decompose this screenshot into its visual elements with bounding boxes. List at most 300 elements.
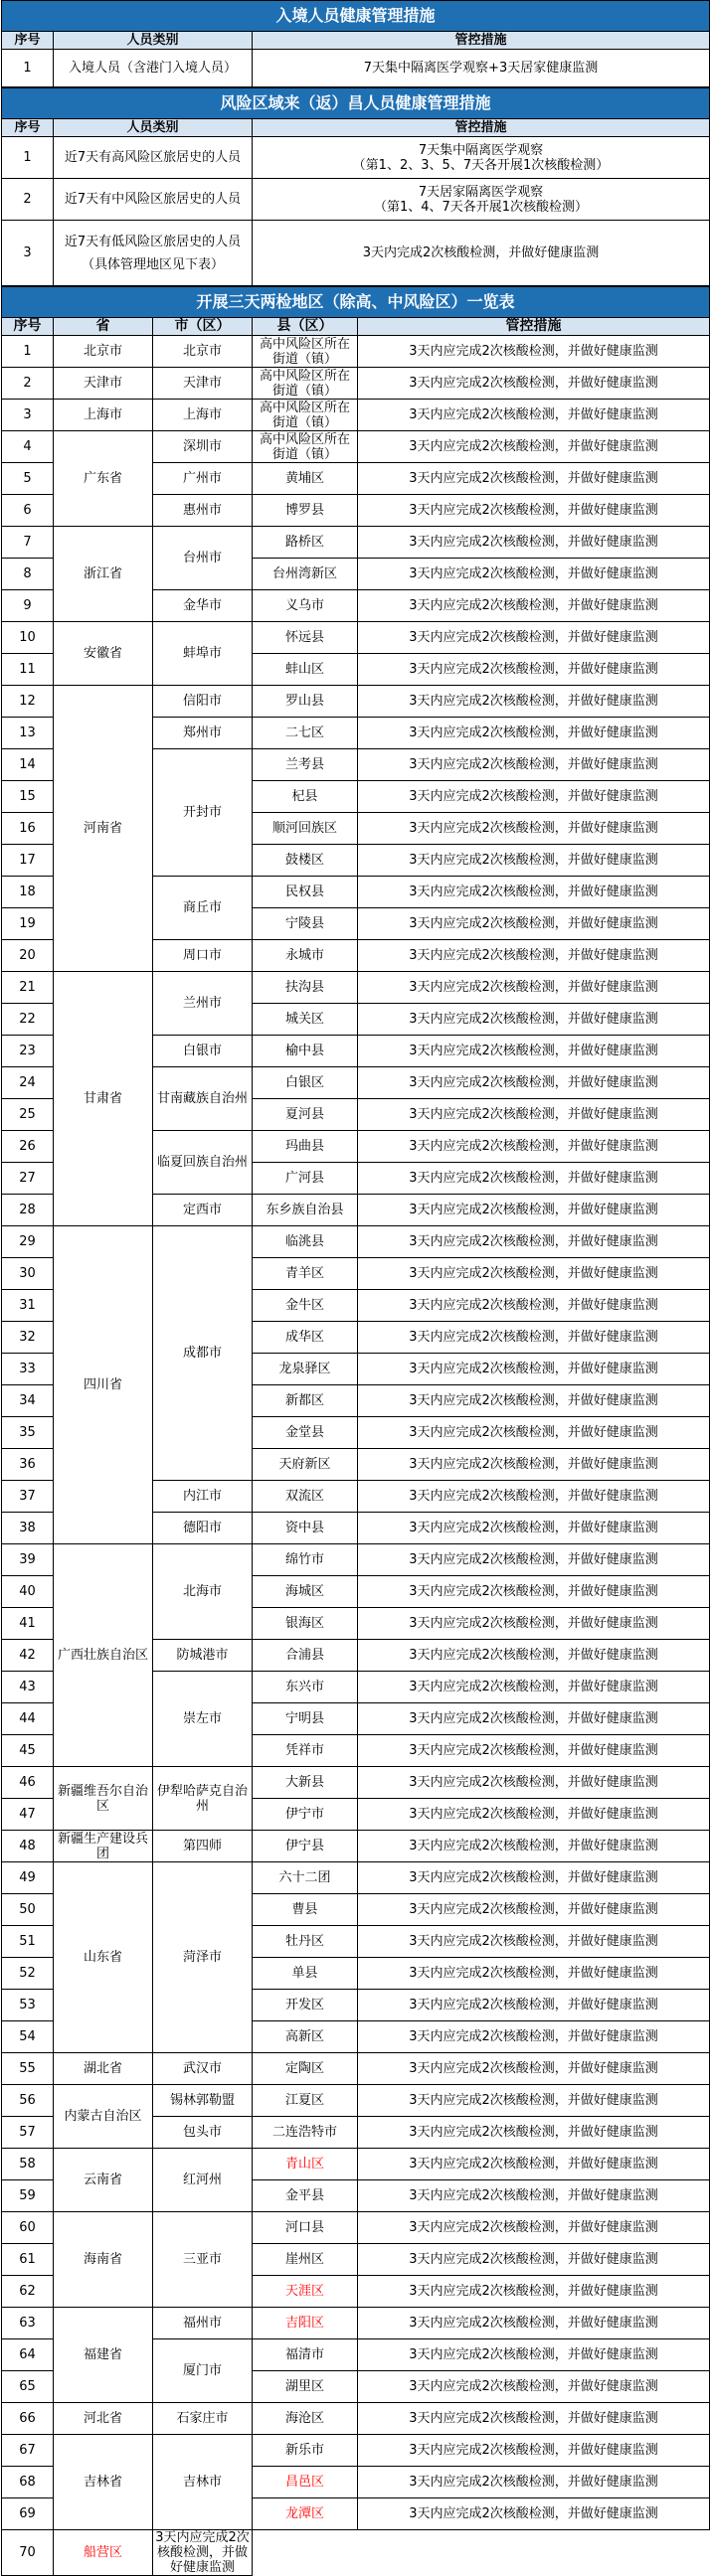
- header-city: 市（区）: [153, 318, 253, 336]
- measure-cell: 3天内应完成2次核酸检测，并做好健康监测: [358, 1385, 710, 1417]
- county-cell: 金牛区: [253, 1290, 358, 1322]
- measure-cell: 3天内应完成2次核酸检测，并做好健康监测: [358, 1195, 710, 1226]
- row-number: 1: [2, 336, 54, 368]
- header-measure: 管控措施: [358, 318, 710, 336]
- county-cell: 江夏区: [253, 2085, 358, 2117]
- measure-cell: 3天内应完成2次核酸检测，并做好健康监测: [358, 1258, 710, 1290]
- row-number: 70: [2, 2530, 54, 2576]
- measure-cell: 3天内应完成2次核酸检测，并做好健康监测: [358, 718, 710, 749]
- city-cell: 定西市: [153, 1195, 253, 1226]
- measure-cell: 3天内应完成2次核酸检测，并做好健康监测: [358, 1767, 710, 1799]
- row-number: 39: [2, 1544, 54, 1576]
- header-measure: 管控措施: [253, 32, 710, 50]
- measure-cell: 3天内应完成2次核酸检测，并做好健康监测: [358, 877, 710, 908]
- measure-cell: 3天内应完成2次核酸检测，并做好健康监测: [358, 1576, 710, 1608]
- measure-cell: 3天内应完成2次核酸检测，并做好健康监测: [358, 2180, 710, 2212]
- measure-cell: 3天内应完成2次核酸检测，并做好健康监测: [358, 1067, 710, 1099]
- row-number: 44: [2, 1703, 54, 1735]
- measure-cell: 3天内应完成2次核酸检测，并做好健康监测: [358, 2435, 710, 2467]
- row-number: 63: [2, 2308, 54, 2339]
- county-cell: 蚌山区: [253, 654, 358, 686]
- province-cell: 新疆生产建设兵团: [54, 1831, 153, 1862]
- county-cell: 黄埔区: [253, 463, 358, 495]
- row-number: 61: [2, 2244, 54, 2276]
- row-number: 43: [2, 1672, 54, 1703]
- row-number: 42: [2, 1640, 54, 1672]
- category-line: （具体管理地区见下表）: [81, 256, 224, 272]
- county-cell: 二七区: [253, 718, 358, 749]
- table-row: [2, 431, 710, 463]
- county-cell: 天府新区: [253, 1449, 358, 1481]
- row-number: 19: [2, 908, 54, 940]
- row-number: 7: [2, 527, 54, 559]
- county-cell: 东兴市: [253, 1672, 358, 1703]
- county-cell: 白银区: [253, 1067, 358, 1099]
- county-cell: 六十二团: [253, 1862, 358, 1894]
- row-number: 24: [2, 1067, 54, 1099]
- header-province: 省: [54, 318, 153, 336]
- province-cell: 浙江省: [54, 527, 153, 622]
- measure-cell: 3天内应完成2次核酸检测，并做好健康监测: [358, 2308, 710, 2339]
- table-row: [2, 2212, 710, 2244]
- row-no: 1: [2, 50, 54, 87]
- row-number: 57: [2, 2117, 54, 2149]
- page: [1, 0, 710, 2576]
- section2-table: [1, 118, 710, 286]
- row-category: 近7天有高风险区旅居史的人员: [54, 137, 253, 179]
- measure-cell: 3天内应完成2次核酸检测，并做好健康监测: [358, 2467, 710, 2498]
- province-cell: 安徽省: [54, 622, 153, 686]
- row-number: 69: [2, 2498, 54, 2530]
- measure-cell: 3天内应完成2次核酸检测，并做好健康监测: [358, 2371, 710, 2403]
- county-cell: 双流区: [253, 1481, 358, 1513]
- table-row: [2, 2403, 710, 2435]
- table-row: [2, 1862, 710, 1894]
- county-cell: 顺河回族区: [253, 813, 358, 845]
- measure-line: （第1、4、7天各开展1次核酸检测）: [373, 199, 589, 215]
- header-category: 人员类别: [54, 32, 253, 50]
- section1-table: [1, 31, 710, 87]
- table-row: [2, 2308, 710, 2339]
- county-cell: 牡丹区: [253, 1926, 358, 1958]
- province-cell: 河北省: [54, 2403, 153, 2435]
- city-cell: 商丘市: [153, 877, 253, 940]
- city-cell: 吉林市: [153, 2435, 253, 2530]
- city-cell: 包头市: [153, 2117, 253, 2149]
- province-cell: 上海市: [54, 400, 153, 431]
- county-cell: 大新县: [253, 1767, 358, 1799]
- measure-cell: 3天内应完成2次核酸检测，并做好健康监测: [358, 1354, 710, 1385]
- county-cell: 青羊区: [253, 1258, 358, 1290]
- city-cell: 成都市: [153, 1226, 253, 1481]
- province-cell: 福建省: [54, 2308, 153, 2403]
- row-number: 32: [2, 1322, 54, 1354]
- county-cell: 金平县: [253, 2180, 358, 2212]
- measure-cell: 3天内应完成2次核酸检测，并做好健康监测: [358, 2276, 710, 2308]
- measure-cell: 3天内应完成2次核酸检测，并做好健康监测: [358, 1163, 710, 1195]
- header-no: 序号: [2, 318, 54, 336]
- row-number: 18: [2, 877, 54, 908]
- city-cell: 周口市: [153, 940, 253, 972]
- county-cell: 鼓楼区: [253, 845, 358, 877]
- measure-line: 7天居家隔离医学观察: [418, 184, 544, 200]
- city-cell: 天津市: [153, 368, 253, 400]
- table-row: [2, 686, 710, 718]
- county-cell: 博罗县: [253, 495, 358, 527]
- row-number: 59: [2, 2180, 54, 2212]
- city-cell: 白银市: [153, 1036, 253, 1067]
- county-cell: 宁明县: [253, 1703, 358, 1735]
- county-cell: 夏河县: [253, 1099, 358, 1131]
- city-cell: 厦门市: [153, 2339, 253, 2403]
- table-row: [2, 1226, 710, 1258]
- table-row: [2, 622, 710, 654]
- measure-cell: 3天内应完成2次核酸检测，并做好健康监测: [358, 686, 710, 718]
- row-number: 40: [2, 1576, 54, 1608]
- row-number: 50: [2, 1894, 54, 1926]
- city-cell: 临夏回族自治州: [153, 1131, 253, 1195]
- measure-cell: 3天内应完成2次核酸检测，并做好健康监测: [358, 1226, 710, 1258]
- measure-cell: 3天内应完成2次核酸检测，并做好健康监测: [358, 1131, 710, 1163]
- measure-cell: 3天内应完成2次核酸检测，并做好健康监测: [358, 2212, 710, 2244]
- measure-cell: 3天内应完成2次核酸检测，并做好健康监测: [358, 2149, 710, 2180]
- row-number: 23: [2, 1036, 54, 1067]
- row-no: 3: [2, 221, 54, 286]
- county-cell: 高新区: [253, 2021, 358, 2053]
- province-cell: 内蒙古自治区: [54, 2085, 153, 2149]
- row-category: 近7天有中风险区旅居史的人员: [54, 179, 253, 221]
- row-number: 68: [2, 2467, 54, 2498]
- county-cell: 东乡族自治县: [253, 1195, 358, 1226]
- city-cell: 武汉市: [153, 2053, 253, 2085]
- category-line: 近7天有低风险区旅居史的人员: [64, 234, 242, 249]
- row-number: 45: [2, 1735, 54, 1767]
- county-cell: 伊宁县: [253, 1831, 358, 1862]
- table-row: [2, 336, 710, 368]
- row-number: 15: [2, 781, 54, 813]
- measure-cell: 3天内应完成2次核酸检测，并做好健康监测: [358, 940, 710, 972]
- measure-cell: 3天内应完成2次核酸检测，并做好健康监测: [358, 813, 710, 845]
- county-cell: 天涯区: [253, 2276, 358, 2308]
- table-row: [2, 1544, 710, 1576]
- county-cell: 伊宁市: [253, 1799, 358, 1831]
- table-row: [2, 2085, 710, 2117]
- county-cell: 青山区: [253, 2149, 358, 2180]
- measure-cell: 3天内应完成2次核酸检测，并做好健康监测: [358, 559, 710, 590]
- province-cell: 四川省: [54, 1226, 153, 1544]
- measure-cell: 3天内应完成2次核酸检测，并做好健康监测: [358, 972, 710, 1004]
- measure-cell: 3天内应完成2次核酸检测，并做好健康监测: [358, 1449, 710, 1481]
- measure-cell: 3天内应完成2次核酸检测，并做好健康监测: [358, 908, 710, 940]
- measure-cell: 3天内应完成2次核酸检测，并做好健康监测: [358, 1735, 710, 1767]
- county-cell: 杞县: [253, 781, 358, 813]
- county-cell: 吉阳区: [253, 2308, 358, 2339]
- header-category: 人员类别: [54, 119, 253, 137]
- county-cell: 湖里区: [253, 2371, 358, 2403]
- row-number: 11: [2, 654, 54, 686]
- city-cell: 第四师: [153, 1831, 253, 1862]
- table-row: [2, 400, 710, 431]
- row-number: 31: [2, 1290, 54, 1322]
- measure-line: 7天集中隔离医学观察: [418, 142, 544, 158]
- row-number: 48: [2, 1831, 54, 1862]
- header-no: 序号: [2, 32, 54, 50]
- row-number: 6: [2, 495, 54, 527]
- county-cell: 开发区: [253, 1990, 358, 2021]
- county-cell: 合浦县: [253, 1640, 358, 1672]
- section2-title: 风险区域来（返）昌人员健康管理措施: [1, 87, 710, 118]
- row-number: 12: [2, 686, 54, 718]
- county-cell: 广河县: [253, 1163, 358, 1195]
- row-number: 2: [2, 368, 54, 400]
- city-cell: 防城港市: [153, 1640, 253, 1672]
- county-cell: 资中县: [253, 1513, 358, 1544]
- row-number: 8: [2, 559, 54, 590]
- county-cell: 宁陵县: [253, 908, 358, 940]
- measure-cell: 3天内应完成2次核酸检测，并做好健康监测: [358, 400, 710, 431]
- row-number: 21: [2, 972, 54, 1004]
- measure-cell: 3天内应完成2次核酸检测，并做好健康监测: [358, 431, 710, 463]
- row-number: 4: [2, 431, 54, 463]
- county-cell: 昌邑区: [253, 2467, 358, 2498]
- county-cell: 二连浩特市: [253, 2117, 358, 2149]
- row-number: 16: [2, 813, 54, 845]
- measure-cell: 3天内应完成2次核酸检测，并做好健康监测: [358, 1417, 710, 1449]
- county-cell: 河口县: [253, 2212, 358, 2244]
- row-number: 14: [2, 749, 54, 781]
- measure-cell: 3天内应完成2次核酸检测，并做好健康监测: [358, 2085, 710, 2117]
- city-cell: 福州市: [153, 2308, 253, 2339]
- row-number: 28: [2, 1195, 54, 1226]
- row-number: 26: [2, 1131, 54, 1163]
- county-cell: 新乐市: [253, 2435, 358, 2467]
- city-cell: 上海市: [153, 400, 253, 431]
- measure-cell: 3天内应完成2次核酸检测，并做好健康监测: [153, 2530, 253, 2576]
- county-cell: 怀远县: [253, 622, 358, 654]
- measure-cell: 3天内应完成2次核酸检测，并做好健康监测: [358, 1640, 710, 1672]
- city-cell: 惠州市: [153, 495, 253, 527]
- county-cell: 榆中县: [253, 1036, 358, 1067]
- measure-cell: 3天内应完成2次核酸检测，并做好健康监测: [358, 1513, 710, 1544]
- city-cell: 三亚市: [153, 2212, 253, 2308]
- row-measure: [253, 137, 710, 179]
- measure-cell: 3天内应完成2次核酸检测，并做好健康监测: [358, 2403, 710, 2435]
- province-cell: 广西壮族自治区: [54, 1544, 153, 1767]
- region-table-body: [2, 336, 710, 2576]
- row-number: 22: [2, 1004, 54, 1036]
- county-cell: 路桥区: [253, 527, 358, 559]
- measure-cell: 3天内应完成2次核酸检测，并做好健康监测: [358, 749, 710, 781]
- measure-cell: 3天内应完成2次核酸检测，并做好健康监测: [358, 1481, 710, 1513]
- city-cell: 北海市: [153, 1544, 253, 1640]
- measure-cell: 3天内应完成2次核酸检测，并做好健康监测: [358, 368, 710, 400]
- county-cell: 船营区: [54, 2530, 153, 2576]
- city-cell: 德阳市: [153, 1513, 253, 1544]
- row-number: 17: [2, 845, 54, 877]
- measure-cell: 3天内应完成2次核酸检测，并做好健康监测: [358, 2339, 710, 2371]
- county-cell: 临洮县: [253, 1226, 358, 1258]
- city-cell: 锡林郭勒盟: [153, 2085, 253, 2117]
- measure-cell: 3天内应完成2次核酸检测，并做好健康监测: [358, 1608, 710, 1640]
- row-number: 60: [2, 2212, 54, 2244]
- measure-cell: 3天内应完成2次核酸检测，并做好健康监测: [358, 1004, 710, 1036]
- city-cell: 菏泽市: [153, 1862, 253, 2053]
- county-cell: 成华区: [253, 1322, 358, 1354]
- measure-cell: 3天内应完成2次核酸检测，并做好健康监测: [358, 1672, 710, 1703]
- measure-cell: 3天内应完成2次核酸检测，并做好健康监测: [358, 2117, 710, 2149]
- province-cell: 天津市: [54, 368, 153, 400]
- county-cell: 城关区: [253, 1004, 358, 1036]
- county-cell: 罗山县: [253, 686, 358, 718]
- header-no: 序号: [2, 119, 54, 137]
- row-number: 53: [2, 1990, 54, 2021]
- header-measure: 管控措施: [253, 119, 710, 137]
- measure-cell: 3天内应完成2次核酸检测，并做好健康监测: [358, 654, 710, 686]
- table-row: [2, 2149, 710, 2180]
- row-number: 67: [2, 2435, 54, 2467]
- city-cell: 开封市: [153, 749, 253, 877]
- county-cell: 高中风险区所在街道（镇）: [253, 400, 358, 431]
- city-cell: 深圳市: [153, 431, 253, 463]
- table-row: [2, 2530, 710, 2576]
- row-number: 30: [2, 1258, 54, 1290]
- measure-line: （第1、2、3、5、7天各开展1次核酸检测）: [352, 157, 610, 173]
- city-cell: 信阳市: [153, 686, 253, 718]
- province-cell: 海南省: [54, 2212, 153, 2308]
- measure-cell: 3天内应完成2次核酸检测，并做好健康监测: [358, 1703, 710, 1735]
- county-cell: 定陶区: [253, 2053, 358, 2085]
- region-table: [1, 317, 710, 2576]
- measure-cell: 3天内应完成2次核酸检测，并做好健康监测: [358, 1990, 710, 2021]
- row-number: 27: [2, 1163, 54, 1195]
- measure-cell: 3天内应完成2次核酸检测，并做好健康监测: [358, 1099, 710, 1131]
- county-cell: 单县: [253, 1958, 358, 1990]
- county-cell: 义乌市: [253, 590, 358, 622]
- province-cell: 吉林省: [54, 2435, 153, 2530]
- province-cell: 广东省: [54, 431, 153, 527]
- province-cell: 湖北省: [54, 2053, 153, 2085]
- table-row: [2, 1767, 710, 1799]
- measure-cell: 3天内应完成2次核酸检测，并做好健康监测: [358, 1544, 710, 1576]
- measure-cell: 3天内应完成2次核酸检测，并做好健康监测: [358, 1926, 710, 1958]
- row-number: 51: [2, 1926, 54, 1958]
- table-row: [2, 368, 710, 400]
- measure-cell: 3天内应完成2次核酸检测，并做好健康监测: [358, 1862, 710, 1894]
- row-number: 34: [2, 1385, 54, 1417]
- row-number: 55: [2, 2053, 54, 2085]
- county-cell: 高中风险区所在街道（镇）: [253, 336, 358, 368]
- measure-cell: 3天内应完成2次核酸检测，并做好健康监测: [358, 2021, 710, 2053]
- city-cell: 伊犁哈萨克自治州: [153, 1767, 253, 1831]
- province-cell: 河南省: [54, 686, 153, 972]
- row-number: 66: [2, 2403, 54, 2435]
- row-number: 25: [2, 1099, 54, 1131]
- city-cell: 北京市: [153, 336, 253, 368]
- county-cell: 龙泉驿区: [253, 1354, 358, 1385]
- measure-cell: 3天内应完成2次核酸检测，并做好健康监测: [358, 463, 710, 495]
- city-cell: 崇左市: [153, 1672, 253, 1767]
- row-number: 36: [2, 1449, 54, 1481]
- province-cell: 北京市: [54, 336, 153, 368]
- city-cell: 金华市: [153, 590, 253, 622]
- table-row: [2, 1831, 710, 1862]
- row-measure: [253, 179, 710, 221]
- province-cell: 云南省: [54, 2149, 153, 2212]
- city-cell: 广州市: [153, 463, 253, 495]
- measure-cell: 3天内应完成2次核酸检测，并做好健康监测: [358, 1894, 710, 1926]
- measure-cell: 3天内应完成2次核酸检测，并做好健康监测: [358, 527, 710, 559]
- row-number: 64: [2, 2339, 54, 2371]
- row-number: 47: [2, 1799, 54, 1831]
- county-cell: 兰考县: [253, 749, 358, 781]
- measure-cell: 3天内应完成2次核酸检测，并做好健康监测: [358, 336, 710, 368]
- county-cell: 绵竹市: [253, 1544, 358, 1576]
- county-cell: 金堂县: [253, 1417, 358, 1449]
- table-row: [2, 2435, 710, 2467]
- county-cell: 海沧区: [253, 2403, 358, 2435]
- city-cell: 红河州: [153, 2149, 253, 2212]
- measure-cell: 3天内应完成2次核酸检测，并做好健康监测: [358, 590, 710, 622]
- row-category: [54, 221, 253, 286]
- measure-cell: 3天内应完成2次核酸检测，并做好健康监测: [358, 1799, 710, 1831]
- row-no: 1: [2, 137, 54, 179]
- county-cell: 高中风险区所在街道（镇）: [253, 431, 358, 463]
- table-row: [2, 527, 710, 559]
- row-number: 49: [2, 1862, 54, 1894]
- measure-cell: 3天内应完成2次核酸检测，并做好健康监测: [358, 495, 710, 527]
- row-number: 9: [2, 590, 54, 622]
- measure-cell: 3天内应完成2次核酸检测，并做好健康监测: [358, 622, 710, 654]
- measure-cell: 3天内应完成2次核酸检测，并做好健康监测: [358, 1290, 710, 1322]
- city-cell: 内江市: [153, 1481, 253, 1513]
- row-number: 5: [2, 463, 54, 495]
- measure-cell: 3天内应完成2次核酸检测，并做好健康监测: [358, 2053, 710, 2085]
- county-cell: 曹县: [253, 1894, 358, 1926]
- province-cell: 甘肃省: [54, 972, 153, 1226]
- row-number: 29: [2, 1226, 54, 1258]
- county-cell: 龙潭区: [253, 2498, 358, 2530]
- row-number: 20: [2, 940, 54, 972]
- county-cell: 新都区: [253, 1385, 358, 1417]
- table-row: [2, 972, 710, 1004]
- county-cell: 崖州区: [253, 2244, 358, 2276]
- row-number: 3: [2, 400, 54, 431]
- row-number: 65: [2, 2371, 54, 2403]
- measure-cell: 3天内应完成2次核酸检测，并做好健康监测: [358, 781, 710, 813]
- row-number: 58: [2, 2149, 54, 2180]
- county-cell: 凭祥市: [253, 1735, 358, 1767]
- measure-cell: 3天内应完成2次核酸检测，并做好健康监测: [358, 1958, 710, 1990]
- city-cell: 甘南藏族自治州: [153, 1067, 253, 1131]
- row-number: 35: [2, 1417, 54, 1449]
- row-number: 13: [2, 718, 54, 749]
- county-cell: 福清市: [253, 2339, 358, 2371]
- measure-cell: 3天内应完成2次核酸检测，并做好健康监测: [358, 1831, 710, 1862]
- row-number: 52: [2, 1958, 54, 1990]
- row-measure: 7天集中隔离医学观察+3天居家健康监测: [253, 50, 710, 87]
- measure-cell: 3天内应完成2次核酸检测，并做好健康监测: [358, 845, 710, 877]
- measure-cell: 3天内应完成2次核酸检测，并做好健康监测: [358, 1036, 710, 1067]
- province-cell: 山东省: [54, 1862, 153, 2053]
- section1-title: 入境人员健康管理措施: [1, 0, 710, 31]
- city-cell: 蚌埠市: [153, 622, 253, 686]
- city-cell: 兰州市: [153, 972, 253, 1036]
- table-row: [2, 2053, 710, 2085]
- row-number: 38: [2, 1513, 54, 1544]
- measure-cell: 3天内应完成2次核酸检测，并做好健康监测: [358, 2244, 710, 2276]
- city-cell: 台州市: [153, 527, 253, 590]
- county-cell: 海城区: [253, 1576, 358, 1608]
